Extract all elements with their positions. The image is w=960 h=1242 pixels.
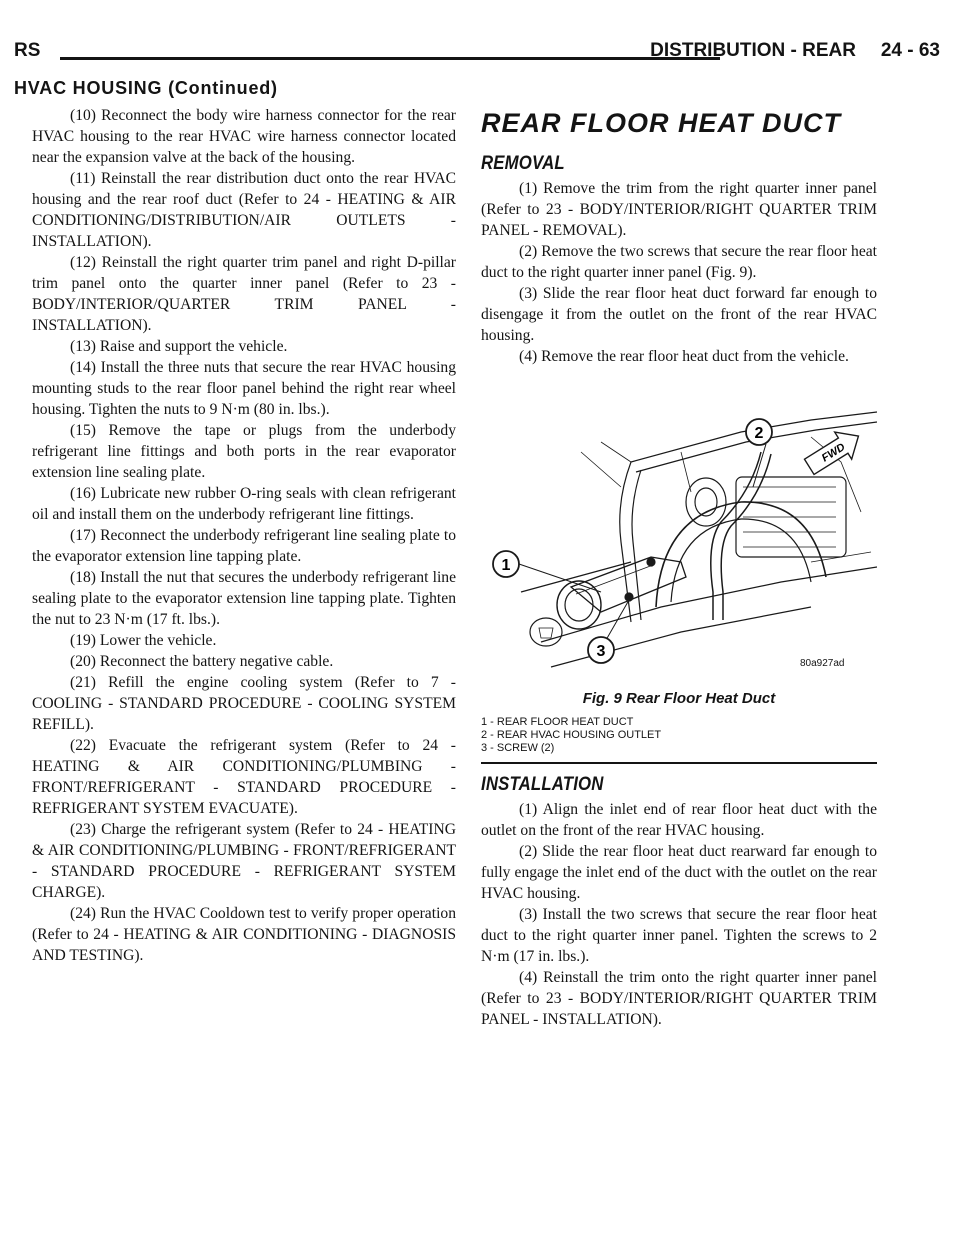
left-column [32,105,456,966]
step-paragraph: (17) Reconnect the underbody refrigerant line sealing plate to the evaporator extension line tapping plate. [32,527,456,565]
figure-code: 80a927ad [800,658,845,669]
removal-steps [481,178,877,367]
step-paragraph: (13) Raise and support the vehicle. [70,338,288,355]
installation-steps [481,799,877,1030]
step-paragraph: (19) Lower the vehicle. [70,632,217,649]
legend-item: 3 - SCREW (2) [481,742,555,754]
callout-label: 2 [754,425,764,442]
step-paragraph: (16) Lubricate new rubber O-ring seals with clean refrigerant oil and install them on the underbody refrigerant line fittings. [32,485,456,523]
step-paragraph: (18) Install the nut that secures the underbody refrigerant line sealing plate to the evaporator extension line tapping plate. Tighten the nut to 23 N·m (17 ft. lbs.). [32,569,456,628]
step-paragraph: (1) Align the inlet end of rear floor heat duct with the outlet on the front of the rear HVAC housing. [481,801,877,839]
removal-heading: REMOVAL [481,152,565,174]
step-paragraph: (3) Install the two screws that secure the rear floor heat duct to the right quarter inner panel. Tighten the screws to 2 N·m (17 in. lbs.). [481,906,877,965]
step-paragraph: (4) Remove the rear floor heat duct from the vehicle. [519,348,849,365]
step-paragraph: (14) Install the three nuts that secure the rear HVAC housing mounting studs to the rear floor panel behind the right rear wheel housing. Tighten the nuts to 9 N·m (80 in. lbs.). [32,359,456,418]
header-section-title: DISTRIBUTION - REAR [650,40,856,61]
figure-rule [481,762,877,764]
step-paragraph: (12) Reinstall the right quarter trim panel and right D-pillar trim panel onto the quarter inner panel (Refer to 23 - BODY/INTERIOR/QUARTER TRIM PANEL - INSTALLATION). [32,254,456,334]
figure-caption: Fig. 9 Rear Floor Heat Duct [582,690,776,707]
step-paragraph: (23) Charge the refrigerant system (Refer to 24 - HEATING & AIR CONDITIONING/PLUMBING - FRONT/REFRIGERANT - STANDARD PROCEDURE - REFRIGERANT SYSTEM CHARGE). [32,821,456,901]
continued-heading: HVAC HOUSING (Continued) [14,78,278,98]
step-paragraph: (20) Reconnect the battery negative cable. [70,653,334,670]
step-paragraph: (15) Remove the tape or plugs from the underbody refrigerant line fittings and both ports in the rear evaporator extension line sealing plate. [32,422,456,481]
legend-item: 2 - REAR HVAC HOUSING OUTLET [481,729,662,741]
section-title: REAR FLOOR HEAT DUCT [481,108,841,138]
installation-heading: INSTALLATION [481,773,604,795]
step-paragraph: (21) Refill the engine cooling system (Refer to 7 - COOLING - STANDARD PROCEDURE - COOLING SYSTEM REFILL). [32,674,456,733]
rear-floor-heat-duct-illustration [481,392,877,668]
step-paragraph: (11) Reinstall the rear distribution duct onto the rear HVAC housing and the rear roof duct (Refer to 24 - HEATING & AIR CONDITIONING/DISTRIBUTION/AIR OUTLETS - INSTALLATION). [32,170,456,250]
step-paragraph: (2) Remove the two screws that secure the rear floor heat duct to the right quarter inner panel (Fig. 9). [481,243,877,281]
step-paragraph: (2) Slide the rear floor heat duct rearward far enough to fully engage the inlet end of the duct with the outlet on the rear HVAC housing. [481,843,877,902]
legend-item: 1 - REAR FLOOR HEAT DUCT [481,716,634,728]
fwd-arrow-label: FWD [819,441,848,465]
header-rule [60,57,720,60]
callout-label: 1 [501,557,511,574]
step-paragraph: (24) Run the HVAC Cooldown test to verify proper operation (Refer to 24 - HEATING & AIR CONDITIONING - DIAGNOSIS AND TESTING). [32,905,456,964]
step-paragraph: (10) Reconnect the body wire harness connector for the rear HVAC housing to the rear HVAC wire harness connector located near the expansion valve at the back of the housing. [32,107,456,166]
page-number: 24 - 63 [880,40,940,61]
step-paragraph: (3) Slide the rear floor heat duct forward far enough to disengage it from the outlet on the front of the rear HVAC housing. [481,285,877,344]
figure-legend [481,716,661,755]
step-paragraph: (22) Evacuate the refrigerant system (Refer to 24 - HEATING & AIR CONDITIONING/PLUMBING - FRONT/REFRIGERANT - STANDARD PROCEDURE - REFRIGERANT SYSTEM EVACUATE). [32,737,456,817]
step-paragraph: (1) Remove the trim from the right quarter inner panel (Refer to 23 - BODY/INTERIOR/RIGHT QUARTER TRIM PANEL - REMOVAL). [481,180,877,239]
step-paragraph: (4) Reinstall the trim onto the right quarter inner panel (Refer to 23 - BODY/INTERIOR/RIGHT QUARTER TRIM PANEL - INSTALLATION). [481,969,877,1028]
header-section-code: RS [14,40,41,61]
callout-label: 3 [596,643,606,660]
